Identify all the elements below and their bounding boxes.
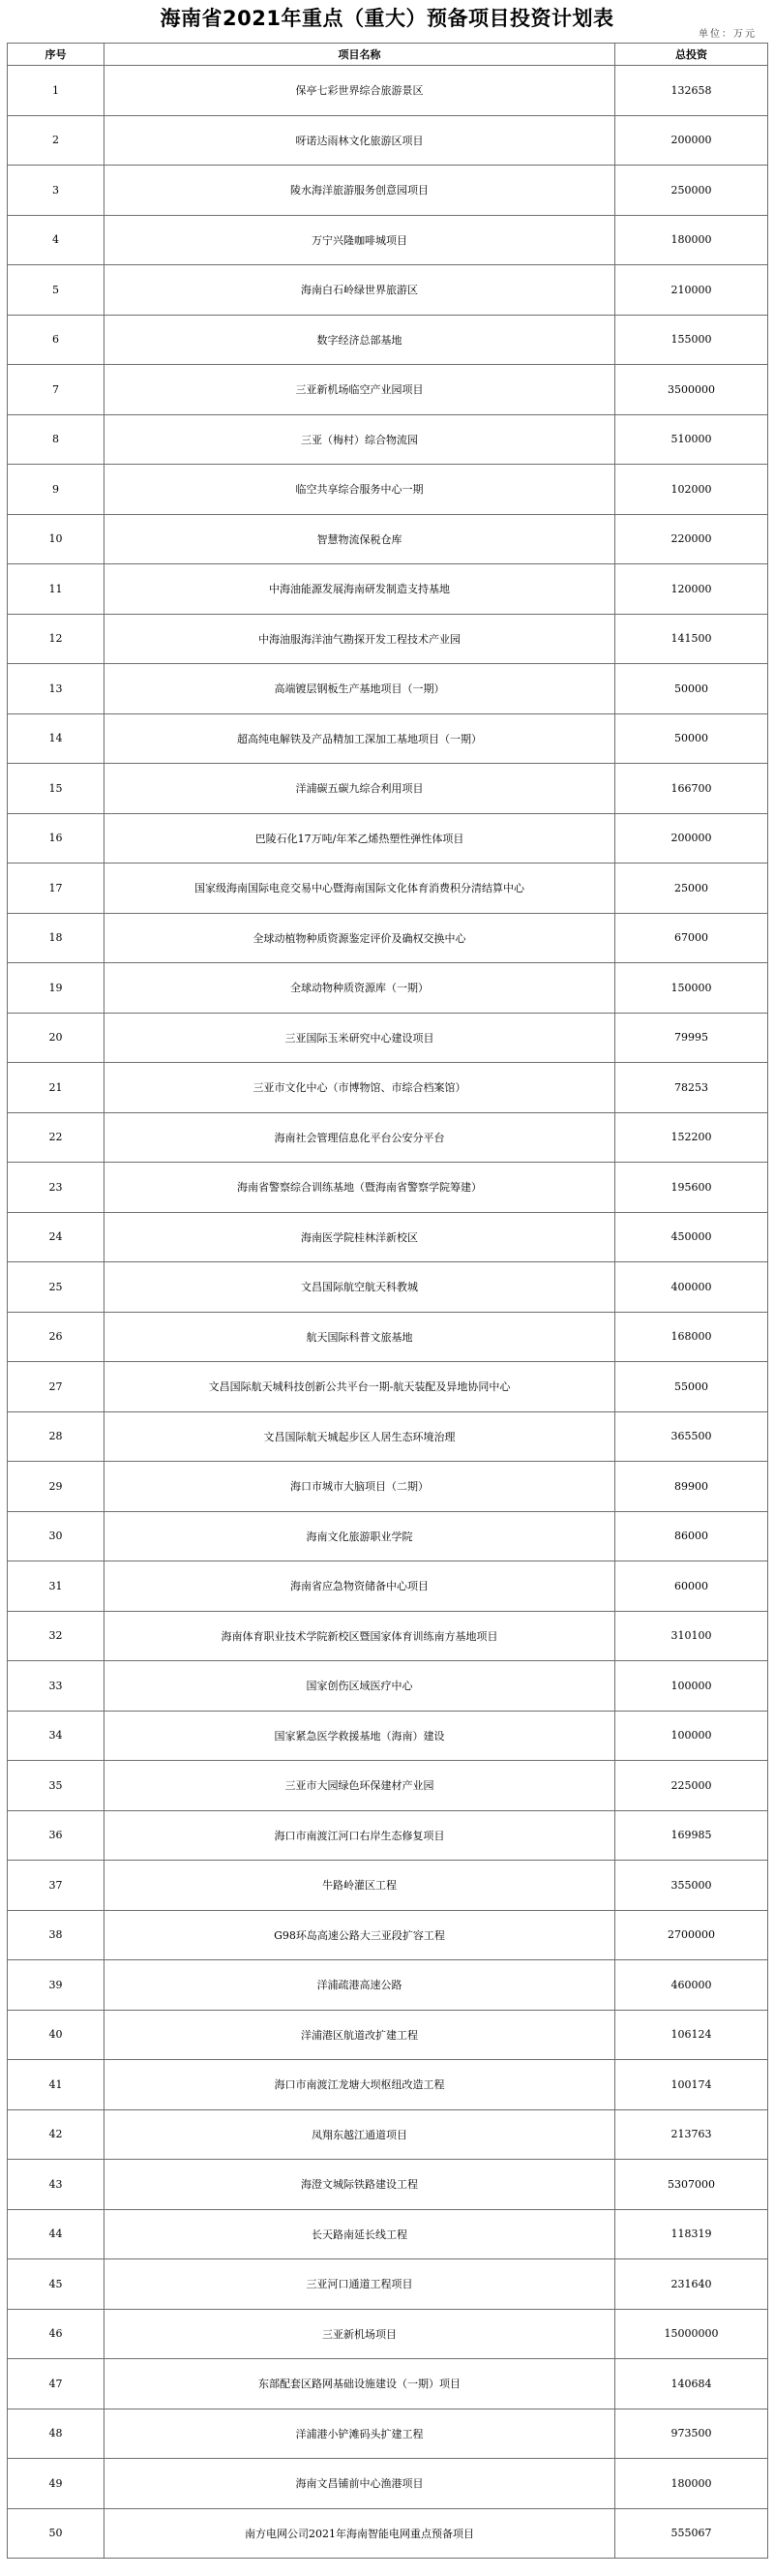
table-row (8, 1761, 768, 1811)
table-row (8, 1163, 768, 1213)
row-project-name: 长天路南延长线工程 (104, 2209, 615, 2259)
table-row (8, 115, 768, 166)
row-project-name: 临空共享综合服务中心一期 (104, 465, 615, 515)
row-total-investment: 555067 (615, 2508, 768, 2559)
row-index: 42 (8, 2109, 104, 2160)
project-table (7, 43, 768, 2559)
row-index: 13 (8, 664, 104, 714)
row-project-name: 三亚市大园绿色环保建材产业园 (104, 1761, 615, 1811)
row-index: 35 (8, 1761, 104, 1811)
row-total-investment: 50000 (615, 664, 768, 714)
table-row (8, 1262, 768, 1313)
table-row (8, 1511, 768, 1561)
row-index: 23 (8, 1163, 104, 1213)
row-project-name: 文昌国际航天城科技创新公共平台一期-航天装配及异地协同中心 (104, 1362, 615, 1412)
header-index: 序号 (8, 44, 104, 66)
row-project-name: 国家创伤区域医疗中心 (104, 1661, 615, 1712)
row-project-name: 洋浦碳五碳九综合利用项目 (104, 764, 615, 814)
row-index: 49 (8, 2459, 104, 2509)
row-total-investment: 225000 (615, 1761, 768, 1811)
row-index: 31 (8, 1561, 104, 1612)
row-index: 9 (8, 465, 104, 515)
row-index: 25 (8, 1262, 104, 1313)
table-row (8, 1661, 768, 1712)
table-row (8, 1910, 768, 1960)
row-index: 4 (8, 215, 104, 265)
row-total-investment: 195600 (615, 1163, 768, 1213)
table-row (8, 1063, 768, 1113)
row-project-name: 三亚新机场项目 (104, 2309, 615, 2359)
row-index: 21 (8, 1063, 104, 1113)
row-project-name: 航天国际科普文旅基地 (104, 1312, 615, 1362)
table-row (8, 2010, 768, 2060)
row-total-investment: 5307000 (615, 2160, 768, 2210)
table-row (8, 614, 768, 664)
row-index: 36 (8, 1810, 104, 1861)
row-total-investment: 86000 (615, 1511, 768, 1561)
table-row (8, 265, 768, 316)
row-index: 2 (8, 115, 104, 166)
row-project-name: 海口市南渡江河口右岸生态修复项目 (104, 1810, 615, 1861)
table-row (8, 2459, 768, 2509)
row-index: 26 (8, 1312, 104, 1362)
row-total-investment: 106124 (615, 2010, 768, 2060)
row-total-investment: 973500 (615, 2409, 768, 2459)
table-row (8, 414, 768, 465)
row-index: 16 (8, 813, 104, 864)
row-index: 6 (8, 315, 104, 365)
row-project-name: 全球动植物种质资源鉴定评价及确权交换中心 (104, 913, 615, 963)
row-project-name: G98环岛高速公路大三亚段扩容工程 (104, 1910, 615, 1960)
row-index: 17 (8, 864, 104, 914)
table-row (8, 1013, 768, 1063)
row-project-name: 海南文化旅游职业学院 (104, 1511, 615, 1561)
table-row (8, 2160, 768, 2210)
row-total-investment: 100000 (615, 1661, 768, 1712)
table-row (8, 2209, 768, 2259)
row-project-name: 海口市南渡江龙塘大坝枢纽改造工程 (104, 2060, 615, 2110)
table-row (8, 315, 768, 365)
row-index: 46 (8, 2309, 104, 2359)
table-row (8, 813, 768, 864)
table-row (8, 1212, 768, 1262)
row-index: 50 (8, 2508, 104, 2559)
row-index: 24 (8, 1212, 104, 1262)
row-total-investment: 152200 (615, 1112, 768, 1163)
table-row (8, 963, 768, 1014)
row-project-name: 数字经济总部基地 (104, 315, 615, 365)
row-project-name: 中海油服海洋油气勘探开发工程技术产业园 (104, 614, 615, 664)
table-row (8, 215, 768, 265)
row-project-name: 海南白石岭绿世界旅游区 (104, 265, 615, 316)
row-project-name: 三亚新机场临空产业园项目 (104, 365, 615, 415)
row-project-name: 万宁兴隆咖啡城项目 (104, 215, 615, 265)
table-row (8, 1112, 768, 1163)
table-row (8, 166, 768, 216)
row-project-name: 海南社会管理信息化平台公安分平台 (104, 1112, 615, 1163)
row-total-investment: 200000 (615, 813, 768, 864)
row-index: 44 (8, 2209, 104, 2259)
table-row (8, 2060, 768, 2110)
row-index: 15 (8, 764, 104, 814)
row-index: 11 (8, 564, 104, 615)
row-project-name: 三亚（梅村）综合物流园 (104, 414, 615, 465)
row-index: 43 (8, 2160, 104, 2210)
table-row (8, 514, 768, 564)
table-row (8, 1312, 768, 1362)
header-amount: 总投资 (615, 44, 768, 66)
table-row (8, 1362, 768, 1412)
table-row (8, 2309, 768, 2359)
row-total-investment: 169985 (615, 1810, 768, 1861)
row-project-name: 洋浦港区航道改扩建工程 (104, 2010, 615, 2060)
row-total-investment: 3500000 (615, 365, 768, 415)
row-project-name: 国家紧急医学救援基地（海南）建设 (104, 1711, 615, 1761)
row-total-investment: 140684 (615, 2359, 768, 2409)
row-project-name: 海南省警察综合训练基地（暨海南省警察学院筹建） (104, 1163, 615, 1213)
row-project-name: 凤翔东越江通道项目 (104, 2109, 615, 2160)
row-index: 38 (8, 1910, 104, 1960)
table-row (8, 564, 768, 615)
table-row (8, 1561, 768, 1612)
table-row (8, 1861, 768, 1911)
row-index: 32 (8, 1611, 104, 1661)
row-project-name: 南方电网公司2021年海南智能电网重点预备项目 (104, 2508, 615, 2559)
row-index: 39 (8, 1960, 104, 2011)
row-index: 7 (8, 365, 104, 415)
table-row (8, 2109, 768, 2160)
row-project-name: 海南文昌铺前中心渔港项目 (104, 2459, 615, 2509)
table-row (8, 465, 768, 515)
row-index: 22 (8, 1112, 104, 1163)
row-project-name: 超高纯电解铁及产品精加工深加工基地项目（一期） (104, 713, 615, 764)
row-index: 14 (8, 713, 104, 764)
row-total-investment: 155000 (615, 315, 768, 365)
row-total-investment: 120000 (615, 564, 768, 615)
row-project-name: 巴陵石化17万吨/年苯乙烯热塑性弹性体项目 (104, 813, 615, 864)
row-project-name: 文昌国际航天城起步区人居生态环境治理 (104, 1411, 615, 1462)
row-index: 28 (8, 1411, 104, 1462)
table-row (8, 66, 768, 116)
row-total-investment: 60000 (615, 1561, 768, 1612)
row-index: 3 (8, 166, 104, 216)
row-index: 30 (8, 1511, 104, 1561)
row-total-investment: 100174 (615, 2060, 768, 2110)
row-total-investment: 180000 (615, 215, 768, 265)
row-project-name: 国家级海南国际电竞交易中心暨海南国际文化体育消费积分清结算中心 (104, 864, 615, 914)
row-project-name: 洋浦港小铲滩码头扩建工程 (104, 2409, 615, 2459)
table-row (8, 2508, 768, 2559)
table-row (8, 1411, 768, 1462)
row-total-investment: 210000 (615, 265, 768, 316)
row-index: 1 (8, 66, 104, 116)
row-total-investment: 180000 (615, 2459, 768, 2509)
row-project-name: 海南医学院桂林洋新校区 (104, 1212, 615, 1262)
row-project-name: 文昌国际航空航天科教城 (104, 1262, 615, 1313)
table-header-row (8, 44, 768, 66)
row-project-name: 三亚河口通道工程项目 (104, 2259, 615, 2310)
row-index: 37 (8, 1861, 104, 1911)
row-total-investment: 118319 (615, 2209, 768, 2259)
row-total-investment: 250000 (615, 166, 768, 216)
table-row (8, 2359, 768, 2409)
row-project-name: 海口市城市大脑项目（二期） (104, 1462, 615, 1512)
row-total-investment: 166700 (615, 764, 768, 814)
row-total-investment: 55000 (615, 1362, 768, 1412)
table-row (8, 1960, 768, 2011)
row-project-name: 中海油能源发展海南研发制造支持基地 (104, 564, 615, 615)
row-index: 45 (8, 2259, 104, 2310)
row-project-name: 全球动物种质资源库（一期） (104, 963, 615, 1014)
row-index: 40 (8, 2010, 104, 2060)
row-index: 8 (8, 414, 104, 465)
row-project-name: 陵水海洋旅游服务创意园项目 (104, 166, 615, 216)
row-total-investment: 460000 (615, 1960, 768, 2011)
table-row (8, 2259, 768, 2310)
row-project-name: 海澄文城际铁路建设工程 (104, 2160, 615, 2210)
row-total-investment: 132658 (615, 66, 768, 116)
row-project-name: 智慧物流保税仓库 (104, 514, 615, 564)
row-total-investment: 25000 (615, 864, 768, 914)
table-row (8, 1711, 768, 1761)
row-total-investment: 89900 (615, 1462, 768, 1512)
table-row (8, 2409, 768, 2459)
row-total-investment: 79995 (615, 1013, 768, 1063)
row-index: 5 (8, 265, 104, 316)
table-row (8, 764, 768, 814)
row-total-investment: 67000 (615, 913, 768, 963)
table-body (8, 66, 768, 2559)
row-total-investment: 310100 (615, 1611, 768, 1661)
row-total-investment: 100000 (615, 1711, 768, 1761)
row-index: 20 (8, 1013, 104, 1063)
row-project-name: 海南体育职业技术学院新校区暨国家体育训练南方基地项目 (104, 1611, 615, 1661)
table-row (8, 864, 768, 914)
row-project-name: 牛路岭灌区工程 (104, 1861, 615, 1911)
row-index: 12 (8, 614, 104, 664)
page-title: 海南省2021年重点（重大）预备项目投资计划表 (160, 7, 614, 30)
row-index: 29 (8, 1462, 104, 1512)
row-total-investment: 365500 (615, 1411, 768, 1462)
row-total-investment: 400000 (615, 1262, 768, 1313)
row-project-name: 三亚国际玉米研究中心建设项目 (104, 1013, 615, 1063)
table-row (8, 365, 768, 415)
row-total-investment: 220000 (615, 514, 768, 564)
row-index: 47 (8, 2359, 104, 2409)
header-name: 项目名称 (104, 44, 615, 66)
row-project-name: 东部配套区路网基础设施建设（一期）项目 (104, 2359, 615, 2409)
table-row (8, 1462, 768, 1512)
row-index: 48 (8, 2409, 104, 2459)
row-total-investment: 102000 (615, 465, 768, 515)
row-total-investment: 141500 (615, 614, 768, 664)
row-total-investment: 450000 (615, 1212, 768, 1262)
row-project-name: 洋浦疏港高速公路 (104, 1960, 615, 2011)
row-index: 27 (8, 1362, 104, 1412)
row-project-name: 海南省应急物资储备中心项目 (104, 1561, 615, 1612)
row-total-investment: 78253 (615, 1063, 768, 1113)
table-row (8, 664, 768, 714)
row-total-investment: 150000 (615, 963, 768, 1014)
row-total-investment: 2700000 (615, 1910, 768, 1960)
row-index: 33 (8, 1661, 104, 1712)
table-row (8, 1810, 768, 1861)
row-total-investment: 50000 (615, 713, 768, 764)
table-row (8, 913, 768, 963)
row-index: 10 (8, 514, 104, 564)
row-project-name: 保亭七彩世界综合旅游景区 (104, 66, 615, 116)
row-index: 41 (8, 2060, 104, 2110)
table-row (8, 1611, 768, 1661)
row-total-investment: 231640 (615, 2259, 768, 2310)
row-project-name: 呀诺达雨林文化旅游区项目 (104, 115, 615, 166)
table-row (8, 713, 768, 764)
unit-label: 单位：万元 (699, 29, 757, 40)
row-total-investment: 355000 (615, 1861, 768, 1911)
row-total-investment: 213763 (615, 2109, 768, 2160)
row-index: 34 (8, 1711, 104, 1761)
row-project-name: 高端镀层钢板生产基地项目（一期） (104, 664, 615, 714)
row-total-investment: 200000 (615, 115, 768, 166)
row-total-investment: 168000 (615, 1312, 768, 1362)
row-index: 18 (8, 913, 104, 963)
row-project-name: 三亚市文化中心（市博物馆、市综合档案馆） (104, 1063, 615, 1113)
row-total-investment: 510000 (615, 414, 768, 465)
row-index: 19 (8, 963, 104, 1014)
row-total-investment: 15000000 (615, 2309, 768, 2359)
